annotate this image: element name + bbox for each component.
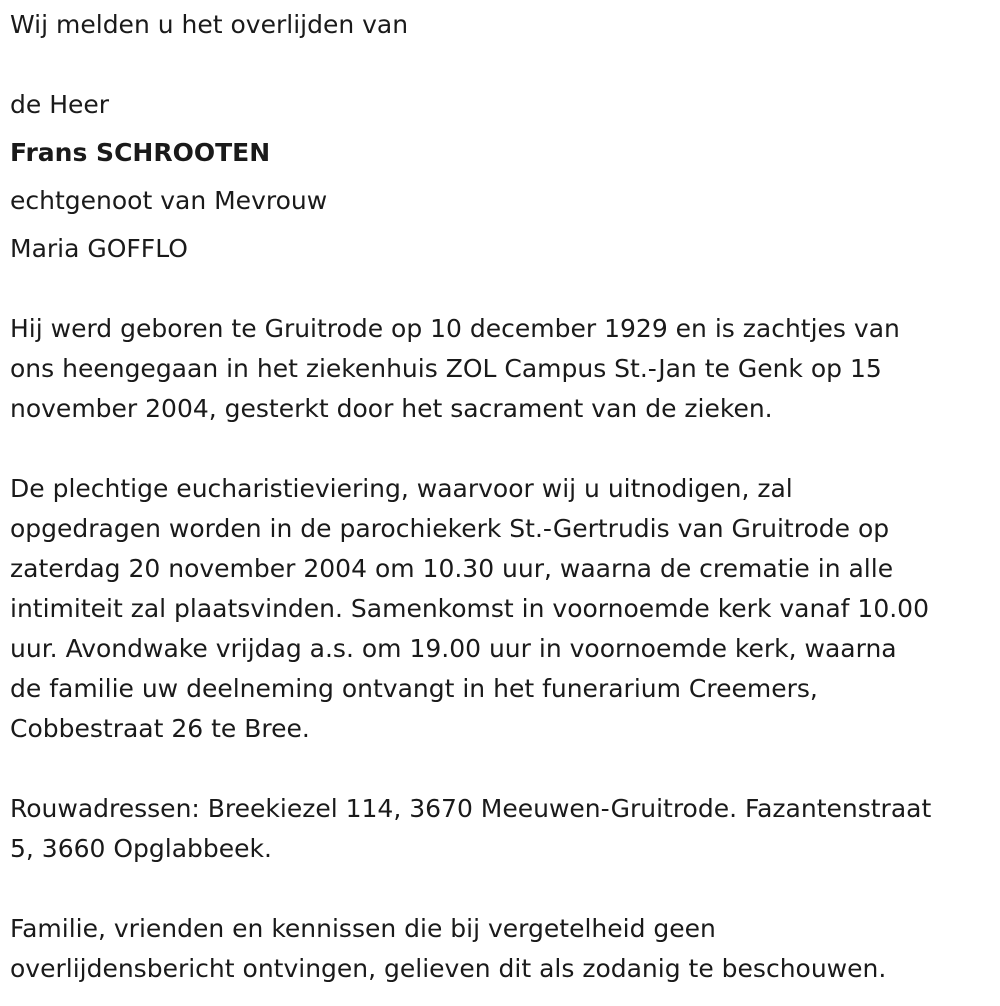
paragraph-line: Rouwadressen: Breekiezel 114, 3670 Meeuwen-Gruitrode. Fazantenstraat bbox=[10, 794, 932, 823]
deceased-title: de Heer bbox=[10, 90, 110, 119]
spacer bbox=[10, 869, 995, 909]
address-paragraph bbox=[10, 789, 995, 869]
paragraph-line: opgedragen worden in de parochiekerk St.-Gertrudis van Gruitrode op bbox=[10, 514, 890, 543]
paragraph-line: november 2004, gesterkt door het sacrament van de zieken. bbox=[10, 394, 773, 423]
closing-paragraph bbox=[10, 909, 995, 989]
spacer bbox=[10, 277, 995, 309]
paragraph-line: overlijdensbericht ontvingen, gelieven dit als zodanig te beschouwen. bbox=[10, 954, 887, 983]
paragraph-line: ons heengegaan in het ziekenhuis ZOL Campus St.-Jan te Genk op 15 bbox=[10, 354, 882, 383]
paragraph-line: De plechtige eucharistieviering, waarvoor wij u uitnodigen, zal bbox=[10, 474, 793, 503]
intro-text: Wij melden u het overlijden van bbox=[10, 10, 409, 39]
birth-paragraph bbox=[10, 309, 995, 429]
paragraph-line: de familie uw deelneming ontvangt in het funerarium Creemers, bbox=[10, 674, 818, 703]
paragraph-line: Cobbestraat 26 te Bree. bbox=[10, 714, 310, 743]
spacer bbox=[10, 749, 995, 789]
paragraph-line: zaterdag 20 november 2004 om 10.30 uur, waarna de crematie in alle bbox=[10, 554, 894, 583]
death-notice bbox=[10, 5, 995, 989]
paragraph-line: intimiteit zal plaatsvinden. Samenkomst in voornoemde kerk vanaf 10.00 bbox=[10, 594, 929, 623]
paragraph-line: uur. Avondwake vrijdag a.s. om 19.00 uur in voornoemde kerk, waarna bbox=[10, 634, 897, 663]
spacer bbox=[10, 45, 995, 85]
spouse-name: Maria GOFFLO bbox=[10, 234, 188, 263]
deceased-name: Frans SCHROOTEN bbox=[10, 138, 271, 167]
paragraph-line: Hij werd geboren te Gruitrode op 10 december 1929 en is zachtjes van bbox=[10, 314, 900, 343]
paragraph-line: Familie, vrienden en kennissen die bij vergetelheid geen bbox=[10, 914, 716, 943]
spouse-relation: echtgenoot van Mevrouw bbox=[10, 186, 328, 215]
ceremony-paragraph bbox=[10, 469, 995, 749]
paragraph-line: 5, 3660 Opglabbeek. bbox=[10, 834, 272, 863]
spacer bbox=[10, 429, 995, 469]
